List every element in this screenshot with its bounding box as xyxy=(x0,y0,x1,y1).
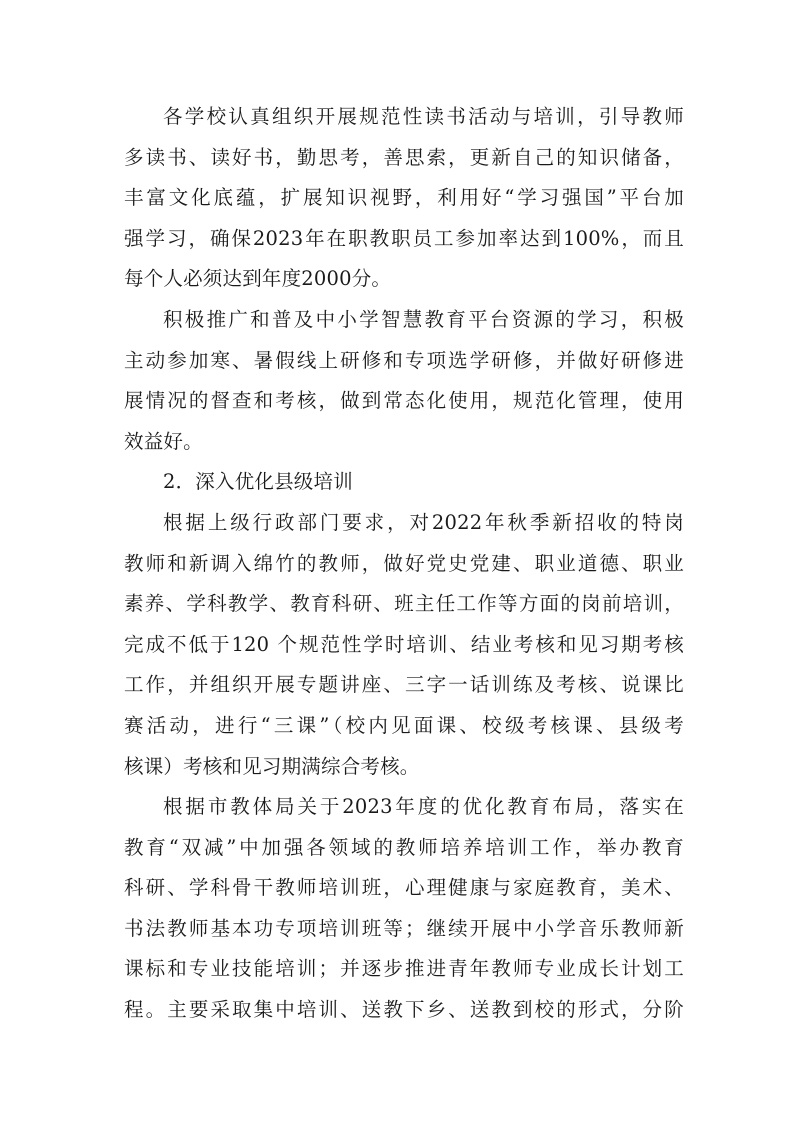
paragraph-reading-activities xyxy=(124,97,684,300)
text-line: 每个人必须达到年度2000分。 xyxy=(124,267,392,291)
text-line: 效益好。 xyxy=(124,429,203,453)
text-line: 素养、学科教学、教育科研、班主任工作等方面的岗前培训， xyxy=(124,592,684,616)
text-line: 核课）考核和见习期满综合考核。 xyxy=(124,754,420,778)
section-heading xyxy=(124,462,684,503)
paragraph-smart-education-platform xyxy=(124,300,684,462)
text-line: 书法教师基本功专项培训班等；继续开展中小学音乐教师新 xyxy=(124,916,684,940)
text-line: 完成不低于120 个规范性学时培训、结业考核和见习期考核 xyxy=(124,632,684,656)
text-line: 各学校认真组织开展规范性读书活动与培训，引导教师 xyxy=(163,105,684,128)
document-body xyxy=(124,97,684,1031)
text-line: 科研、学科骨干教师培训班，心理健康与家庭教育，美术、 xyxy=(124,876,684,900)
text-line: 多读书、读好书，勤思考，善思索，更新自己的知识储备， xyxy=(124,145,684,169)
text-line: 课标和专业技能培训；并逐步推进青年教师专业成长计划工 xyxy=(124,957,684,981)
text-line: 主动参加寒、暑假线上研修和专项选学研修，并做好研修进 xyxy=(124,348,684,372)
text-line: 展情况的督查和考核，做到常态化使用，规范化管理，使用 xyxy=(124,389,684,413)
paragraph-new-teacher-training xyxy=(124,503,684,787)
text-line: 强学习，确保2023年在职教职员工参加率达到100%，而且 xyxy=(124,226,684,250)
text-line: 程。主要采取集中培训、送教下乡、送教到校的形式，分阶 xyxy=(124,998,684,1022)
text-line: 丰富文化底蕴，扩展知识视野，利用好“学习强国”平台加 xyxy=(124,186,684,210)
text-line: 教师和新调入绵竹的教师，做好党史党建、职业道德、职业 xyxy=(124,551,684,575)
text-line: 赛活动，进行“三课”（校内见面课、校级考核课、县级考 xyxy=(124,713,684,737)
text-line: 根据市教体局关于2023年度的优化教育布局，落实在 xyxy=(163,795,684,819)
section-heading-text: 2．深入优化县级培训 xyxy=(163,470,353,494)
text-line: 积极推广和普及中小学智慧教育平台资源的学习，积极 xyxy=(163,307,684,331)
text-line: 工作，并组织开展专题讲座、三字一话训练及考核、说课比 xyxy=(124,673,684,697)
text-line: 教育“双减”中加强各领域的教师培养培训工作，举办教育 xyxy=(124,835,684,859)
text-line: 根据上级行政部门要求，对2022年秋季新招收的特岗 xyxy=(163,510,684,534)
paragraph-education-layout xyxy=(124,787,684,1031)
